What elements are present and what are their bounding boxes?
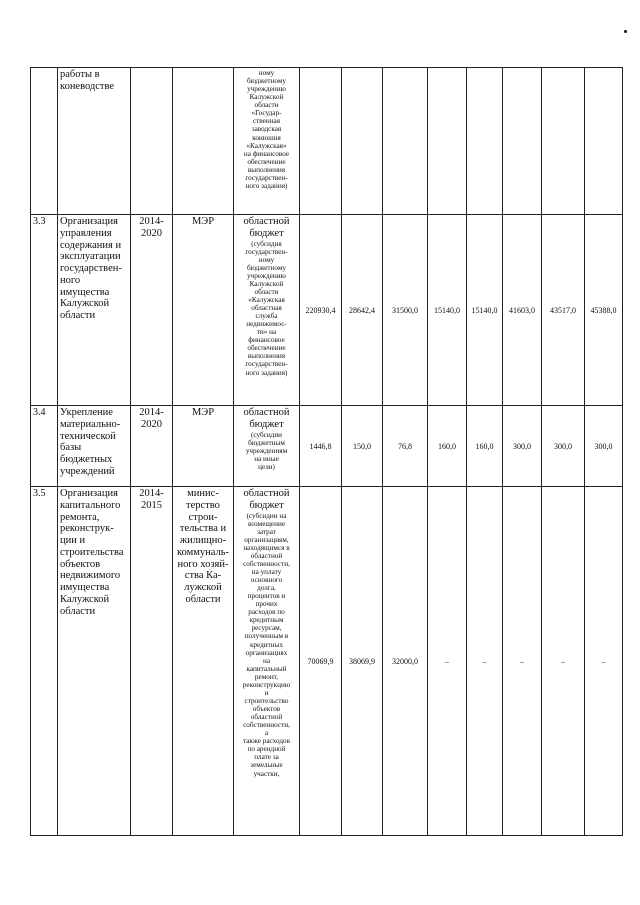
funding-source-title: областной бюджет xyxy=(243,216,290,239)
value-2014: 150,0 xyxy=(342,406,383,487)
period xyxy=(131,68,173,215)
value-2019 xyxy=(542,68,585,215)
measure-name: работы в коневодстве xyxy=(58,68,131,215)
funding-source-details: (субсидия государствен- ному бюджетному учреждению Калужской области «Калужская областная служба недвижимос- ти» на финансовое обеспечение выполнения государствен- ного задания) xyxy=(245,239,288,377)
period: 2014- 2015 xyxy=(131,487,173,836)
value-2015: 31500,0 xyxy=(383,215,428,406)
funding-source xyxy=(234,215,300,406)
funding-source-details: (субсидии на возмещение затрат организациям, находящимся в областной собственности, на уплату основного долга, процентов и прочих расходов по кредитным ресурсам, полученным в кредитных организациях на капитальный ремонт, реконструкцию и строительство объектов областной собственности, а также расходов по арендной плате за земельные участки, xyxy=(242,511,291,778)
value-2018: 41603,0 xyxy=(503,215,542,406)
funding-source xyxy=(234,406,300,487)
measure-name: Укрепление материально- технической базы бюджетных учреждений xyxy=(58,406,131,487)
table-row xyxy=(31,406,623,487)
value-2020: 300,0 xyxy=(585,406,623,487)
value-2014: 38069,9 xyxy=(342,487,383,836)
page-corner-dot xyxy=(624,30,627,33)
value-2016: 160,0 xyxy=(428,406,467,487)
value-2017: – xyxy=(467,487,503,836)
value-2018: – xyxy=(503,487,542,836)
value-2014: 28642,4 xyxy=(342,215,383,406)
value-2019: 300,0 xyxy=(542,406,585,487)
executor: МЭР xyxy=(173,406,234,487)
value-2020: 45388,0 xyxy=(585,215,623,406)
value-2017: 160,0 xyxy=(467,406,503,487)
executor: минис- терство строи- тельства и жилищно- коммуналь- ного хозяй- ства Ка- лужской области xyxy=(173,487,234,836)
value-2016: 15140,0 xyxy=(428,215,467,406)
value-2020 xyxy=(585,68,623,215)
row-number: 3.5 xyxy=(31,487,58,836)
funding-source xyxy=(234,487,300,836)
value-2017: 15140,0 xyxy=(467,215,503,406)
value-total: 70069,9 xyxy=(300,487,342,836)
value-2015: 32000,0 xyxy=(383,487,428,836)
value-total: 220930,4 xyxy=(300,215,342,406)
funding-source-title: областной бюджет xyxy=(243,488,290,511)
value-2019: 43517,0 xyxy=(542,215,585,406)
period: 2014- 2020 xyxy=(131,406,173,487)
value-2020: – xyxy=(585,487,623,836)
table-row xyxy=(31,487,623,836)
funding-source-details: (субсидии бюджетным учреждениям на иные цели) xyxy=(245,430,288,471)
row-number xyxy=(31,68,58,215)
period: 2014- 2020 xyxy=(131,215,173,406)
value-2015: 76,8 xyxy=(383,406,428,487)
value-total xyxy=(300,68,342,215)
row-number: 3.4 xyxy=(31,406,58,487)
executor xyxy=(173,68,234,215)
value-2016: – xyxy=(428,487,467,836)
program-table xyxy=(30,67,623,836)
value-2018: 300,0 xyxy=(503,406,542,487)
value-2019: – xyxy=(542,487,585,836)
executor: МЭР xyxy=(173,215,234,406)
value-2016 xyxy=(428,68,467,215)
value-2014 xyxy=(342,68,383,215)
funding-source-title: областной бюджет xyxy=(243,407,290,430)
value-2015 xyxy=(383,68,428,215)
measure-name: Организация управления содержания и эксплуатации государствен- ного имущества Калужской области xyxy=(58,215,131,406)
row-number: 3.3 xyxy=(31,215,58,406)
funding-source-details: ному бюджетному учреждению Калужской области «Государ- ственная заводская конюшня «Калужская» на финансовое обеспечение выполнения государствен- ного задания) xyxy=(243,69,290,190)
table-row xyxy=(31,215,623,406)
table-row xyxy=(31,68,623,215)
value-total: 1446,8 xyxy=(300,406,342,487)
measure-name: Организация капитального ремонта, реконструк- ции и строительства объектов недвижимого имущества Калужской области xyxy=(58,487,131,836)
value-2017 xyxy=(467,68,503,215)
funding-source xyxy=(234,68,300,215)
value-2018 xyxy=(503,68,542,215)
